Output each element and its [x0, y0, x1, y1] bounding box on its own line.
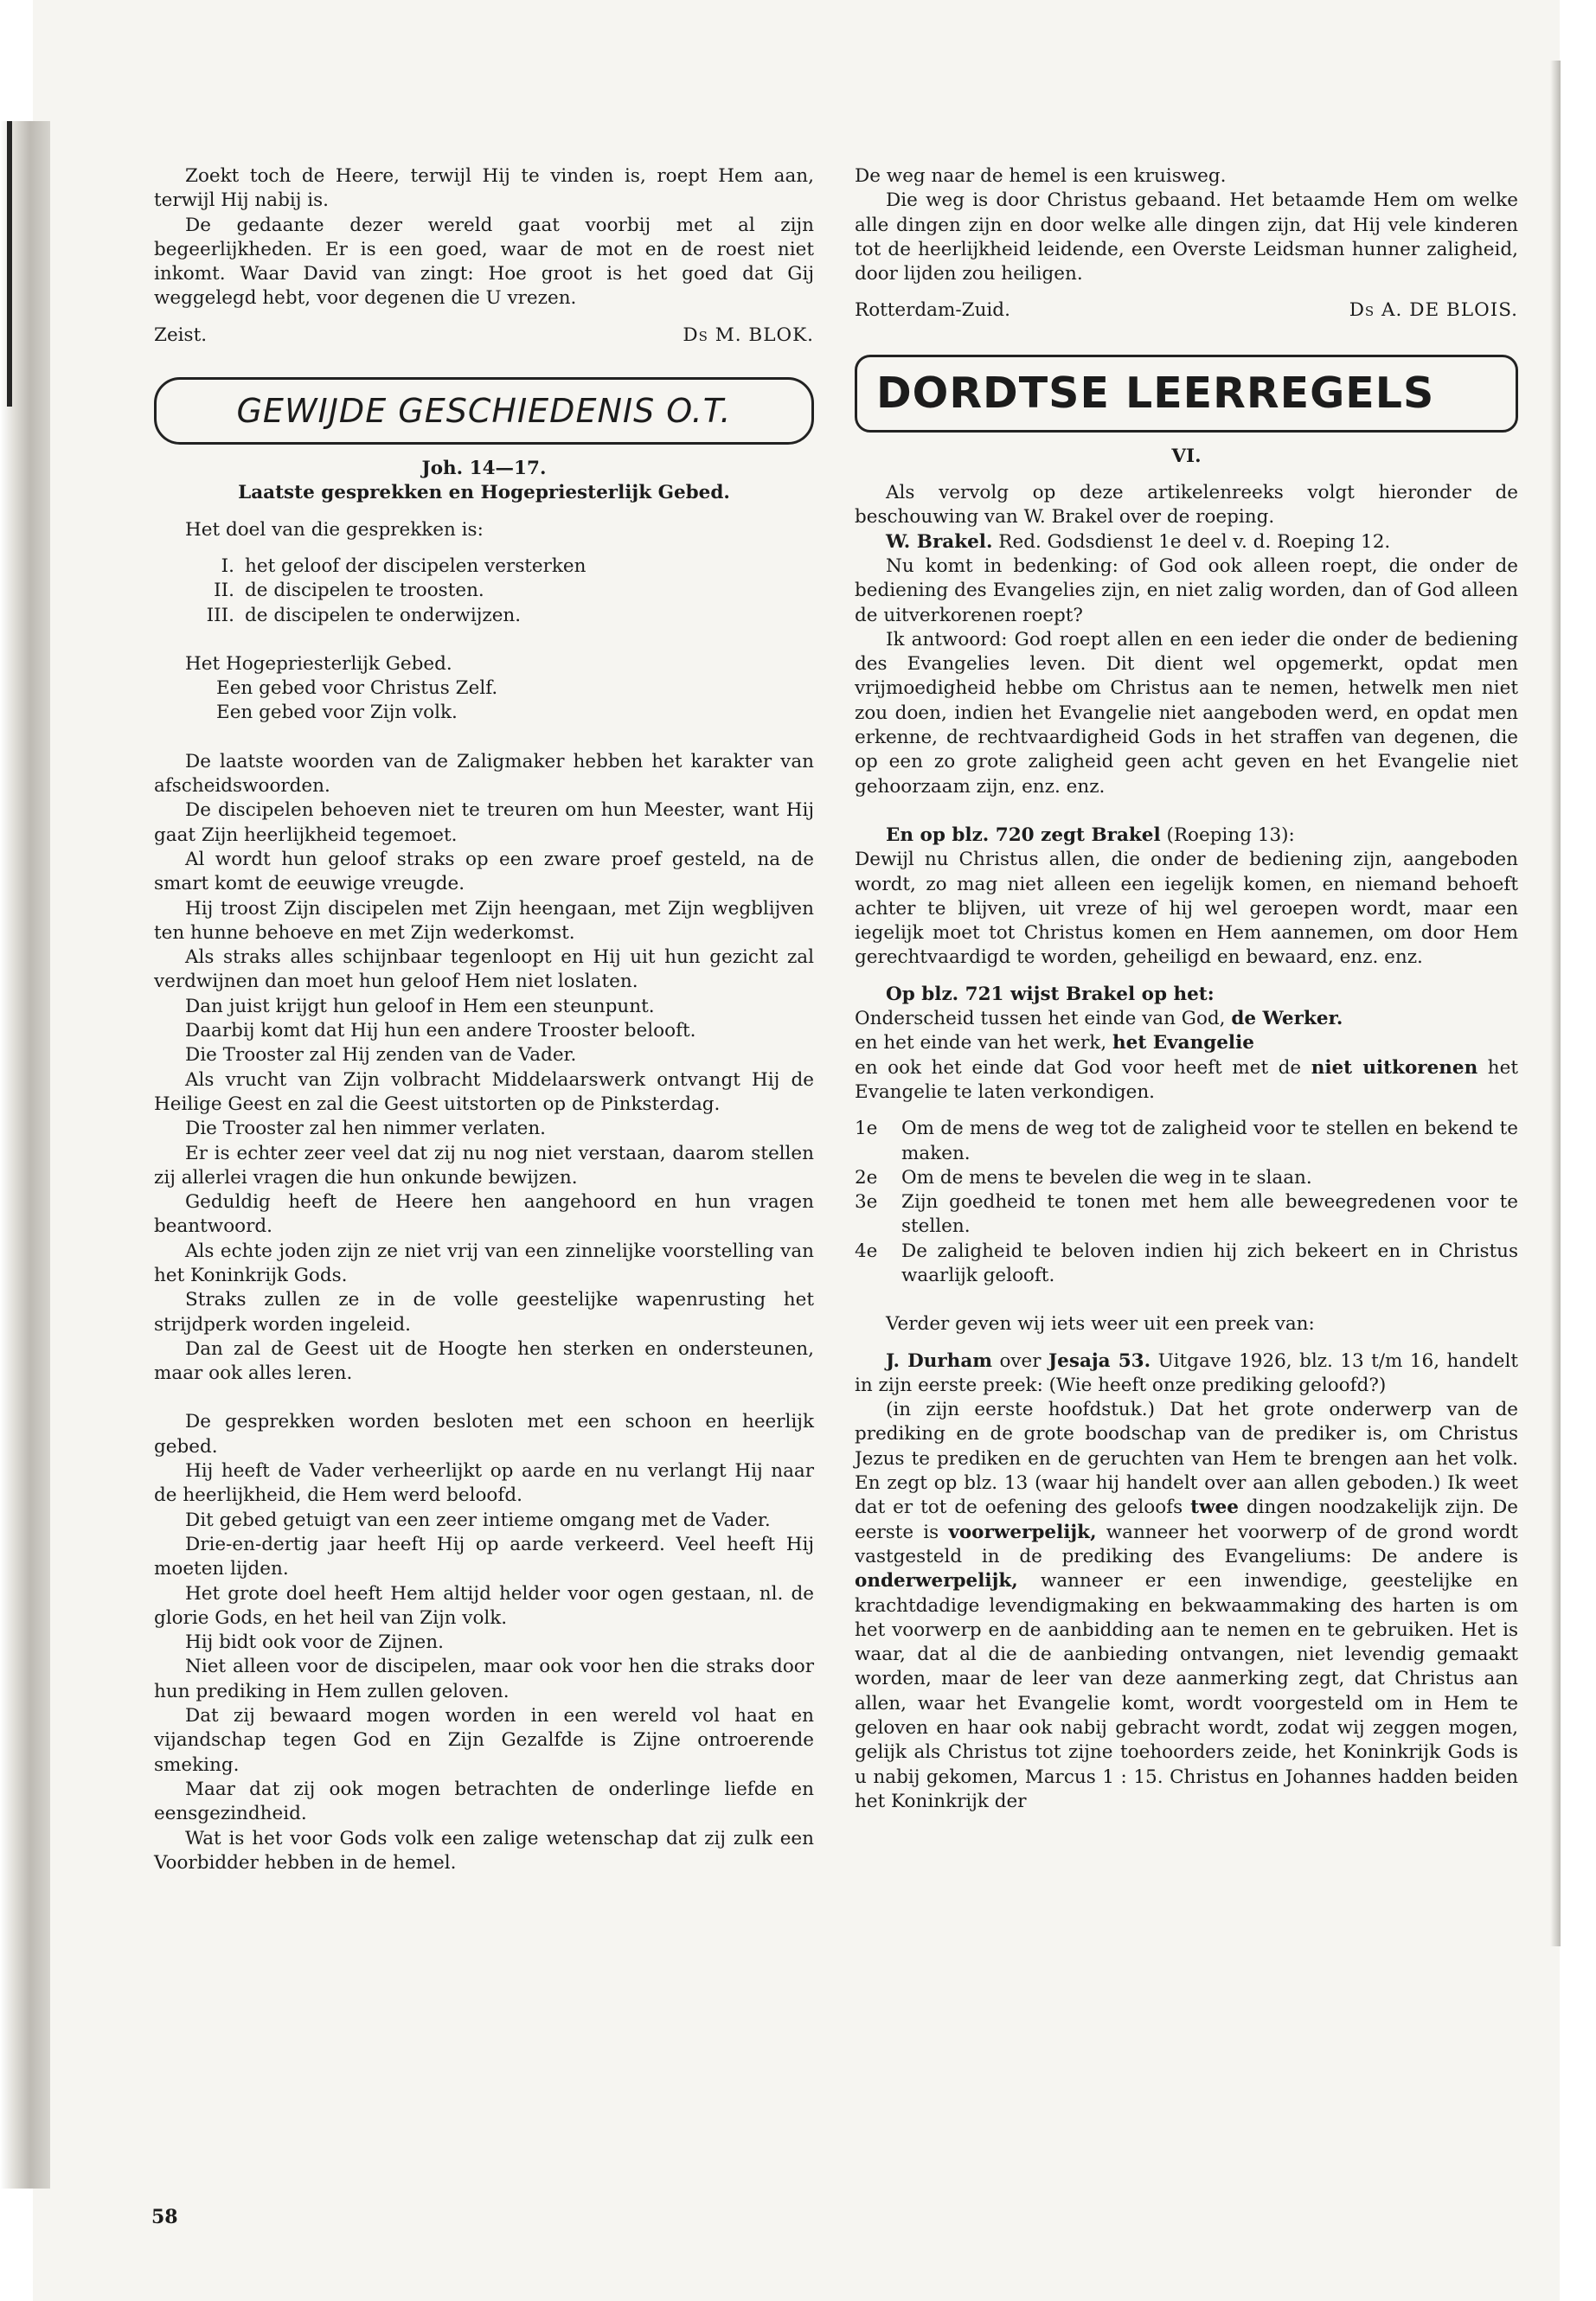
- paragraph: Die Trooster zal Hij zenden van de Vader.: [185, 1044, 577, 1067]
- signature: [855, 298, 1518, 323]
- paragraph: Dat zij bewaard mogen worden in een wereld vol haat en vijandschap tegen God en Zijn Gezalfde is Zijne ontroerende smeking.: [154, 1705, 814, 1776]
- goal-intro: Het doel van die gesprekken is:: [185, 518, 484, 541]
- paragraph: Die Trooster zal hen nimmer verlaten.: [185, 1118, 547, 1140]
- prayer-line: Een gebed voor Christus Zelf.: [216, 677, 498, 700]
- article-subtitle: Laatste gesprekken en Hogepriesterlijk Gebed.: [238, 482, 730, 504]
- paragraph: Dan zal de Geest uit de Hoogte hen sterken en ondersteunen, maar ook alles leren.: [154, 1337, 814, 1385]
- scripture-reference: Joh. 14—17.: [421, 458, 547, 480]
- paragraph: Als vrucht van Zijn volbracht Middelaarswerk ontvangt Hij de Heilige Geest en zal die Geest uitstorten op de Pinksterdag.: [154, 1068, 814, 1115]
- paragraph: Verder geven wij iets weer uit een preek van:: [886, 1313, 1315, 1336]
- list-item: 4e De zaligheid te beloven indien hij zich bekeert en in Christus waarlijk gelooft.: [855, 1240, 1518, 1286]
- section-number: VI.: [1171, 445, 1202, 467]
- paragraph: Geduldig heeft de Heere hen aangehoord en hun vragen beantwoord.: [154, 1191, 814, 1238]
- paragraph: Als vervolg op deze artikelenreeks volgt hieronder de beschouwing van W. Brakel over de roeping.: [855, 482, 1518, 529]
- paragraph: Dewijl nu Christus allen, die onder de bediening zijn, aangeboden wordt, zo mag niet alleen een iegelijk komen, en niemand behoeft achter te blijven, uit vreze of hij wel geroepen wordt, maar een iegelijk moet tot Christus komen en Hem aannemen, om door Hem gerechtvaardigd te worden, geheiligd en bewaard, enz. enz.: [855, 849, 1518, 969]
- paragraph: Als straks alles schijnbaar tegenloopt en Hij uit hun gezicht zal verdwijnen dan moet hun geloof Hem niet loslaten.: [154, 946, 814, 993]
- paragraph: De gedaante dezer wereld gaat voorbij met al zijn begeerlijkheden. Er is een goed, waar de mot en de roest niet inkomt. Waar David van zingt: Hoe groot is het goed dat Gij weggelegd hebt, voor degenen die U vrezen.: [154, 214, 814, 310]
- paragraph: Straks zullen ze in de volle geestelijke wapenrusting het strijdperk worden ingeleid.: [154, 1289, 814, 1336]
- prayer-title: Het Hogepriesterlijk Gebed.: [185, 652, 452, 675]
- body-block-1: [154, 750, 814, 1387]
- list-item: 3e Zijn goedheid te tonen met hem alle beweegredenen voor te stellen.: [855, 1191, 1518, 1238]
- paragraph: Ik antwoord: God roept allen en een ieder die onder de bediening des Evangelies leven. Dit dient wel opgemerkt, opdat men vrijmoedigheid hebbe om Christus aan te nemen, hetwelk men niet zou doen, indien het Evangelie niet aangeboden werd, en opdat men erkenne, de rechtvaardigheid Gods in het straffen van degenen, die op een zo grote zaligheid geen acht geven en het Evangelie niet gehoorzaam zijn, enz. enz.: [855, 628, 1518, 798]
- paragraph: Er is echter zeer veel dat zij nu nog niet verstaan, daarom stellen zij allerlei vragen die hun onkunde bewijzen.: [154, 1142, 814, 1189]
- binding-edge: [7, 121, 12, 407]
- list-item: 1e Om de mens de weg tot de zaligheid voor te stellen en bekend te maken.: [855, 1118, 1518, 1164]
- paragraph: (in zijn eerste hoofdstuk.) Dat het grote onderwerp van de prediking en de grote boodschap van de prediker is, om Christus Jezus te prediken en de geruchten van Hem te brengen aan het volk. En zegt op blz. 13 (waar hij handelt over aan allen geboden.) Ik weet dat er tot de oefening des geloofs twee dingen noodzakelijk zijn. De eerste is voorwerpelijk, wanneer het voorwerp of de grond wordt vastgesteld in de prediking des Evangeliums: De andere is onderwerpelijk, wanneer er een inwendige, geestelijke en krachtdadige levendigmaking en bekwaammaking des harten is om het voorwerp en de aanbidding aan te nemen en te gebruiken. Het is waar, dat al die de aanbieding ontvangen, niet levendig gemaakt worden, maar de leer van deze aanmerking zegt, dat Christus aan allen, waar het Evangelie komt, wordt voorgesteld om in Hem te geloven en haar ook nabij gebracht wordt, zodat wij zeggen mogen, gelijk als Christus tot zijne toehoorders zeide, het Koninkrijk Gods is u nabij gekomen, Marcus 1 : 15. Christus en Johannes hadden beiden het Koninkrijk der: [855, 1399, 1518, 1812]
- section-banner-gewijde: [154, 377, 814, 445]
- subheading: En op blz. 720 zegt Brakel (Roeping 13):: [886, 824, 1295, 846]
- goal-list: [154, 554, 814, 628]
- paragraph: De weg naar de hemel is een kruisweg.: [855, 165, 1227, 187]
- paragraph: Als echte joden zijn ze niet vrij van een zinnelijke voorstelling van het Koninkrijk Gods.: [154, 1240, 814, 1286]
- paragraph: W. Brakel. Red. Godsdienst 1e deel v. d. Roeping 12.: [886, 530, 1391, 553]
- paragraph: De laatste woorden van de Zaligmaker hebben het karakter van afscheidswoorden.: [154, 750, 814, 798]
- list-item: II. de discipelen te troosten.: [214, 580, 484, 602]
- list-item: 2e Om de mens te bevelen die weg in te slaan.: [855, 1166, 1312, 1189]
- paragraph: Maar dat zij ook mogen betrachten de onderlinge liefde en eensgezindheid.: [154, 1778, 814, 1825]
- page-number: 58: [151, 2206, 178, 2228]
- section-banner-dordtse: [855, 355, 1518, 433]
- paragraph: Hij heeft de Vader verheerlijkt op aarde en nu verlangt Hij naar de heerlijkheid, die Hem werd beloofd.: [154, 1460, 814, 1507]
- ordinal-list: [855, 1117, 1518, 1288]
- page-edge-shadow: [1550, 61, 1561, 1946]
- list-item: III. de discipelen te onderwijzen.: [206, 604, 522, 626]
- signature-place: Zeist.: [154, 324, 208, 346]
- paragraph: Die weg is door Christus gebaand. Het betaamde Hem om welke alle dingen zijn en door welke alle dingen zijn, dat Hij vele kinderen tot de heerlijkheid leidende, een Overste Leidsman hunner zaligheid, door lijden zou heiligen.: [855, 189, 1518, 285]
- paragraph: Onderscheid tussen het einde van God, de Werker. en het einde van het werk, het Evangelie en ook het einde dat God voor heeft met de niet uitkorenen het Evangelie te laten verkondigen.: [855, 1008, 1519, 1103]
- signature: [154, 324, 814, 348]
- signature-author: Ds M. BLOK.: [683, 324, 814, 346]
- banner-title: GEWIJDE GESCHIEDENIS O.T.: [236, 391, 732, 430]
- paragraph: Dan juist krijgt hun geloof in Hem een steunpunt.: [185, 995, 655, 1017]
- paragraph: Drie-en-dertig jaar heeft Hij op aarde verkeerd. Veel heeft Hij moeten lijden.: [154, 1533, 814, 1580]
- banner-title: DORDTSE LEERREGELS: [876, 368, 1435, 418]
- page-binding-shadow: [0, 121, 50, 2189]
- paragraph: Wat is het voor Gods volk een zalige wetenschap dat zij zulk een Voorbidder hebben in de hemel.: [154, 1827, 814, 1874]
- paragraph: Nu komt in bedenking: of God ook alleen roept, die onder de bediening des Evangelies zijn, en niet zalig worden, dan of God alleen de uitverkorenen roept?: [855, 554, 1518, 626]
- signature-place: Rotterdam-Zuid.: [855, 299, 1010, 322]
- paragraph: De discipelen behoeven niet te treuren om hun Meester, want Hij gaat Zijn heerlijkheid tegemoet.: [154, 799, 814, 846]
- subheading: Op blz. 721 wijst Brakel op het:: [886, 983, 1215, 1005]
- prayer-line: Een gebed voor Zijn volk.: [216, 702, 458, 724]
- paragraph: Zoekt toch de Heere, terwijl Hij te vinden is, roept Hem aan, terwijl Hij nabij is.: [154, 165, 814, 212]
- right-column: [855, 164, 1518, 1814]
- list-item: I. het geloof der discipelen versterken: [221, 554, 586, 577]
- paragraph: Niet alleen voor de discipelen, maar ook voor hen die straks door hun prediking in Hem zullen geloven.: [154, 1656, 814, 1702]
- paragraph: Dit gebed getuigt van een zeer intieme omgang met de Vader.: [185, 1509, 771, 1531]
- left-column: [154, 164, 814, 1875]
- paragraph: Daarbij komt dat Hij hun een andere Trooster belooft.: [185, 1020, 696, 1042]
- paragraph: Hij troost Zijn discipelen met Zijn heengaan, met Zijn wegblijven ten hunne behoeve en met Zijn wederkomst.: [154, 897, 814, 944]
- paragraph: J. Durham over Jesaja 53. Uitgave 1926, blz. 13 t/m 16, handelt in zijn eerste preek: (Wie heeft onze prediking geloofd?): [855, 1349, 1518, 1396]
- paragraph: Hij bidt ook voor de Zijnen.: [185, 1631, 444, 1654]
- paragraph: Al wordt hun geloof straks op een zware proef gesteld, na de smart komt de eeuwige vreugde.: [154, 848, 814, 895]
- signature-author: Ds A. DE BLOIS.: [1349, 299, 1518, 322]
- paragraph: Het grote doel heeft Hem altijd helder voor ogen gestaan, nl. de glorie Gods, en het heil van Zijn volk.: [154, 1582, 814, 1629]
- paragraph: De gesprekken worden besloten met een schoon en heerlijk gebed.: [154, 1411, 814, 1458]
- body-block-2: [154, 1410, 814, 1875]
